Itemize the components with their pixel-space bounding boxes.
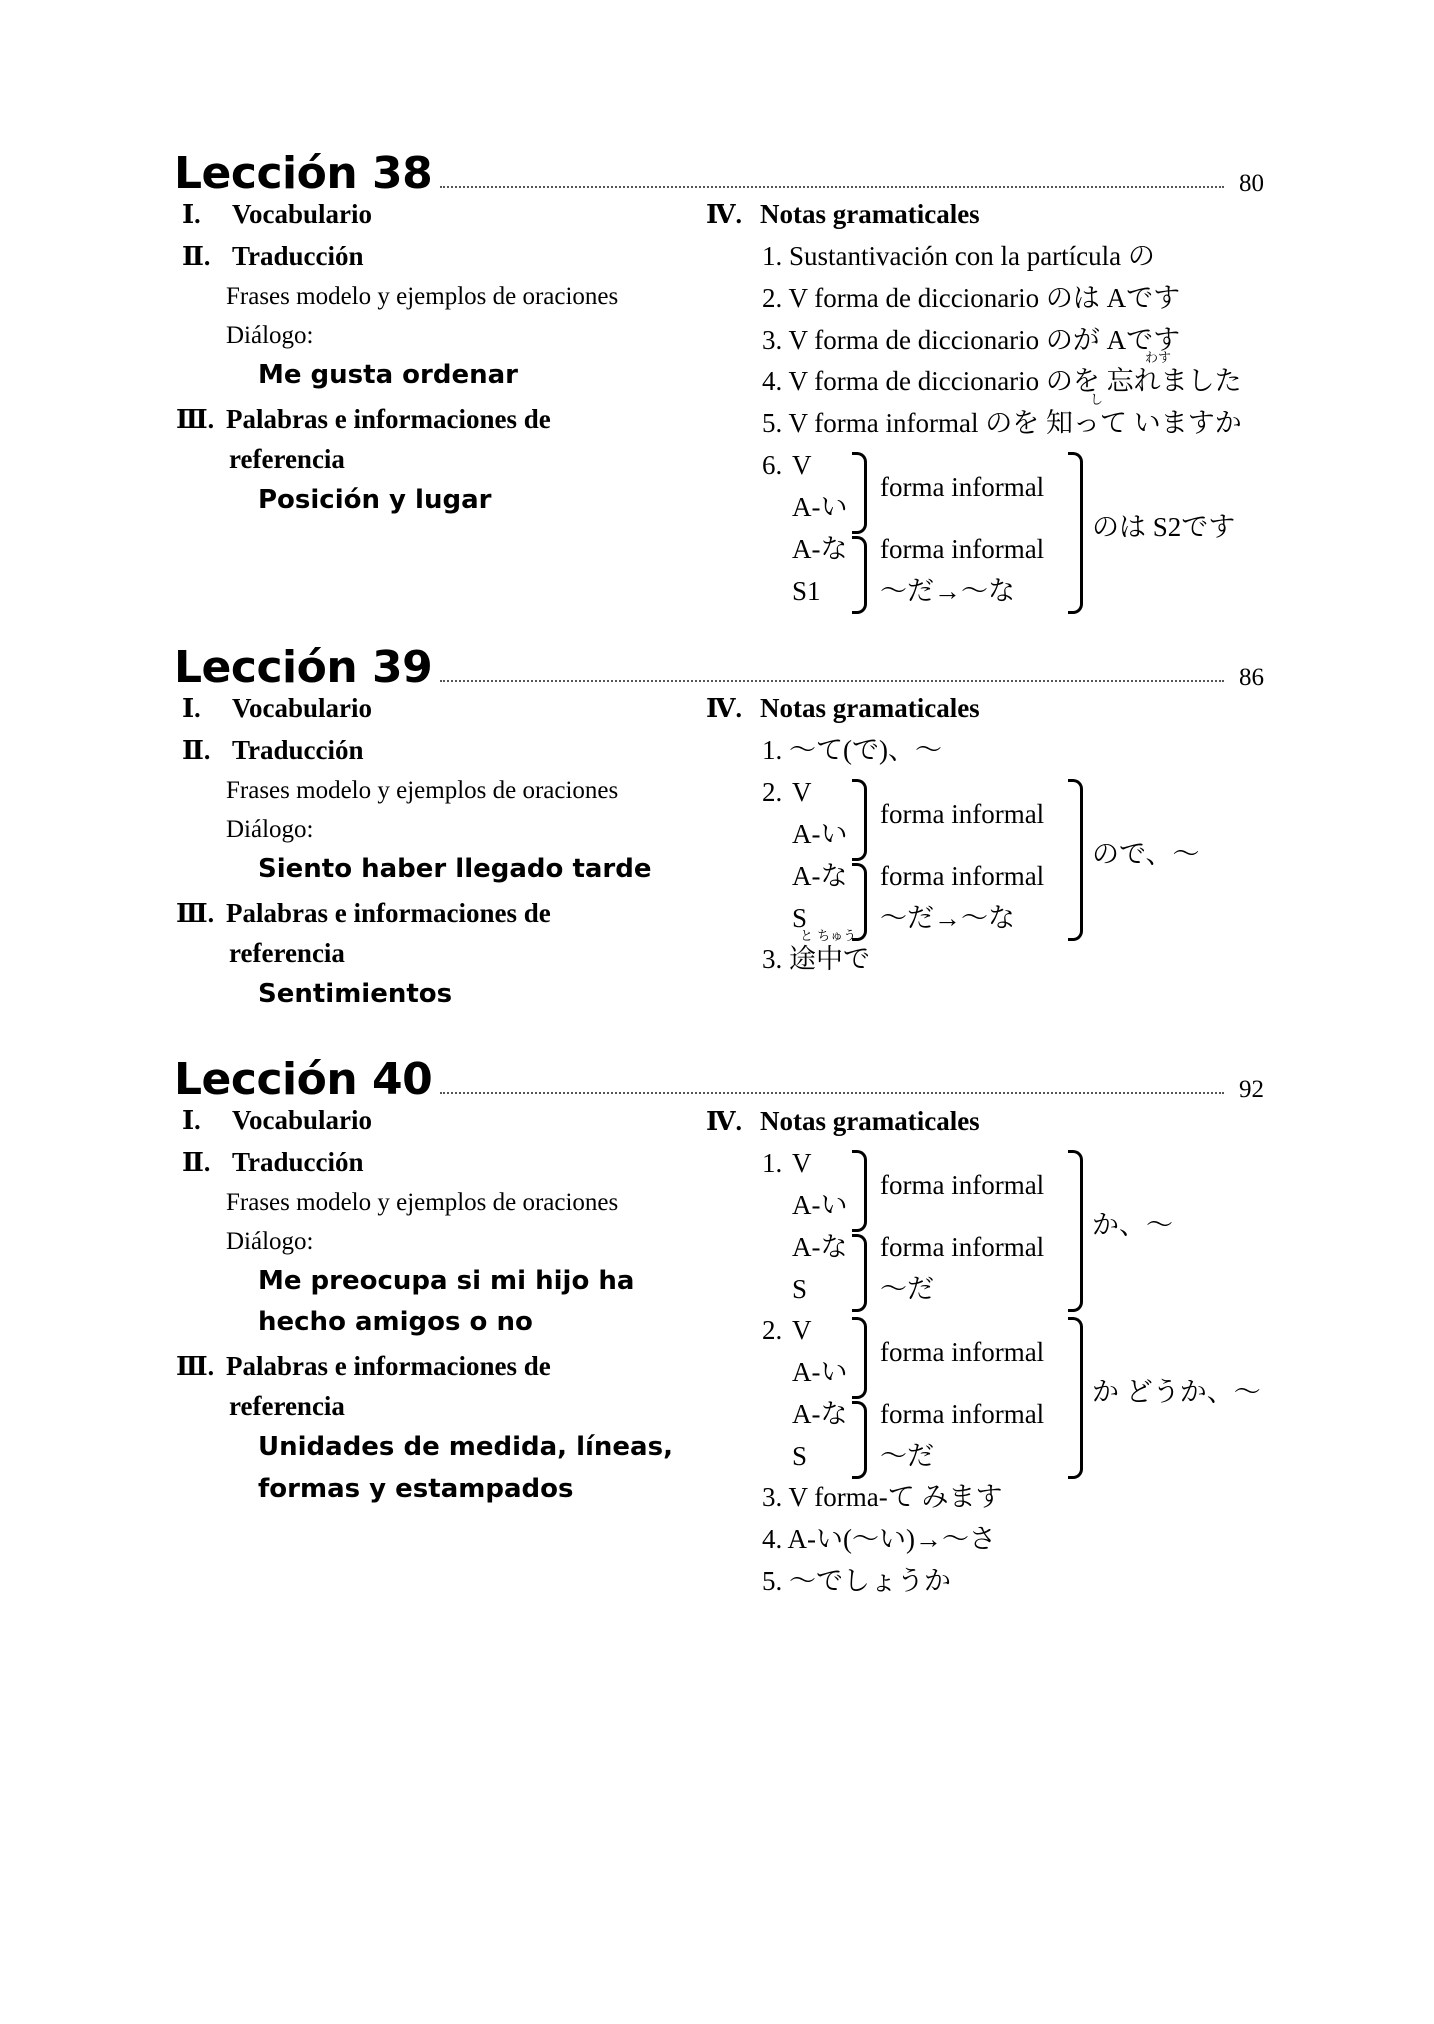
section-traduccion: Ⅱ. Traducción [182, 241, 364, 271]
grid-number: 6. [762, 450, 783, 480]
section-notas: Ⅳ. Notas gramaticales [706, 693, 980, 723]
dialogo-label: Diálogo: [226, 1228, 314, 1255]
grid-label: S [792, 903, 808, 933]
brace [1068, 452, 1083, 614]
page-number: 80 [1239, 170, 1264, 197]
note-item: 1. Sustantivación con la partícula の [762, 241, 1155, 271]
grid-result: ので、～ [1092, 839, 1200, 869]
section-palabras-cont: referencia [229, 444, 345, 474]
dialog-title: Me preocupa si mi hijo ha [258, 1266, 635, 1296]
dialog-title: Me gusta ordenar [258, 360, 518, 390]
note-item: 3. V forma-て みます [762, 1482, 1003, 1512]
section-palabras: Ⅲ. Palabras e informaciones de [176, 898, 551, 928]
grid-form: ～だ [880, 1441, 934, 1471]
grid-number: 2. [762, 1315, 783, 1345]
reference-topic: Sentimientos [258, 979, 453, 1009]
grid-label: V [792, 777, 812, 807]
grid-form: forma informal [880, 472, 1045, 502]
grid-form: forma informal [880, 861, 1045, 891]
grid-label: A-い [792, 819, 848, 849]
section-palabras: Ⅲ. Palabras e informaciones de [176, 404, 551, 434]
note-item: 1. ～て(で)、～ [762, 735, 942, 765]
frases-modelo: Frases modelo y ejemplos de oraciones [226, 777, 619, 804]
grid-result: のは S2です [1092, 512, 1236, 542]
note-item: 5. ～でしょうか [762, 1566, 951, 1596]
lesson-title: Lección 38 [174, 148, 433, 199]
ruby-annotation: わす [1145, 351, 1172, 366]
brace [852, 1234, 867, 1312]
grid-label: V [792, 1315, 812, 1345]
grid-label: A-い [792, 1190, 848, 1220]
grid-form: forma informal [880, 1399, 1045, 1429]
grid-label: S [792, 1274, 808, 1304]
grid-form: ～だ→～な [880, 576, 1015, 606]
grid-number: 1. [762, 1148, 783, 1178]
grid-form: forma informal [880, 534, 1045, 564]
brace [852, 536, 867, 614]
note-item: 3. 途中で [762, 944, 870, 974]
note-item: 2. V forma de diccionario のは Aです [762, 283, 1181, 313]
grid-label: A-な [792, 1232, 848, 1262]
grid-form: forma informal [880, 1232, 1045, 1262]
section-palabras-cont: referencia [229, 1391, 345, 1421]
lesson-header [174, 140, 1264, 200]
grid-result: か、～ [1092, 1210, 1173, 1240]
brace [1068, 1317, 1083, 1479]
reference-topic: Unidades de medida, líneas, [258, 1432, 673, 1462]
section-traduccion: Ⅱ. Traducción [182, 735, 364, 765]
grid-label: S [792, 1441, 808, 1471]
dialog-title: Siento haber llegado tarde [258, 854, 652, 884]
grid-label: A-な [792, 534, 848, 564]
section-vocabulario: Ⅰ. Vocabulario [182, 693, 373, 723]
lesson-header [174, 1046, 1264, 1106]
grid-number: 2. [762, 777, 783, 807]
frases-modelo: Frases modelo y ejemplos de oraciones [226, 1189, 619, 1216]
section-vocabulario: Ⅰ. Vocabulario [182, 1105, 373, 1135]
brace [852, 779, 867, 861]
grid-result: か どうか、～ [1092, 1377, 1261, 1407]
section-palabras: Ⅲ. Palabras e informaciones de [176, 1351, 551, 1381]
grid-form: forma informal [880, 1170, 1045, 1200]
brace [1068, 1150, 1083, 1312]
note-item: 5. V forma informal のを 知って いますか [762, 408, 1242, 438]
leader-dots [440, 1092, 1224, 1094]
ruby-annotation: し [1090, 393, 1104, 408]
brace [852, 1401, 867, 1479]
grid-label: V [792, 450, 812, 480]
section-vocabulario: Ⅰ. Vocabulario [182, 199, 373, 229]
brace [852, 1317, 867, 1399]
leader-dots [440, 186, 1224, 188]
note-item: 3. V forma de diccionario のが Aです [762, 325, 1181, 355]
grid-form: forma informal [880, 1337, 1045, 1367]
brace [1068, 779, 1083, 941]
note-item: 4. A-い(～い)→～さ [762, 1524, 996, 1554]
frases-modelo: Frases modelo y ejemplos de oraciones [226, 283, 619, 310]
section-notas: Ⅳ. Notas gramaticales [706, 1106, 980, 1136]
page-number: 86 [1239, 664, 1264, 691]
note-item: 4. V forma de diccionario のを 忘れました [762, 366, 1242, 396]
reference-topic: Posición y lugar [258, 485, 492, 515]
grid-label: A-い [792, 492, 848, 522]
brace [852, 452, 867, 534]
section-palabras-cont: referencia [229, 938, 345, 968]
grid-label: A-な [792, 1399, 848, 1429]
grid-label: A-な [792, 861, 848, 891]
grid-label: V [792, 1148, 812, 1178]
leader-dots [440, 680, 1224, 682]
dialogo-label: Diálogo: [226, 816, 314, 843]
grid-form: ～だ [880, 1274, 934, 1304]
grid-label: S1 [792, 576, 821, 606]
lesson-header [174, 634, 1264, 694]
grid-form: ～だ→～な [880, 903, 1015, 933]
reference-topic: formas y estampados [258, 1474, 574, 1504]
section-traduccion: Ⅱ. Traducción [182, 1147, 364, 1177]
dialog-title: hecho amigos o no [258, 1307, 533, 1337]
lesson-title: Lección 40 [174, 1054, 433, 1105]
dialogo-label: Diálogo: [226, 322, 314, 349]
brace [852, 1150, 867, 1232]
section-notas: Ⅳ. Notas gramaticales [706, 199, 980, 229]
page-number: 92 [1239, 1076, 1264, 1103]
grid-form: forma informal [880, 799, 1045, 829]
lesson-title: Lección 39 [174, 642, 433, 693]
grid-label: A-い [792, 1357, 848, 1387]
ruby-annotation: と ちゅう [800, 929, 857, 944]
